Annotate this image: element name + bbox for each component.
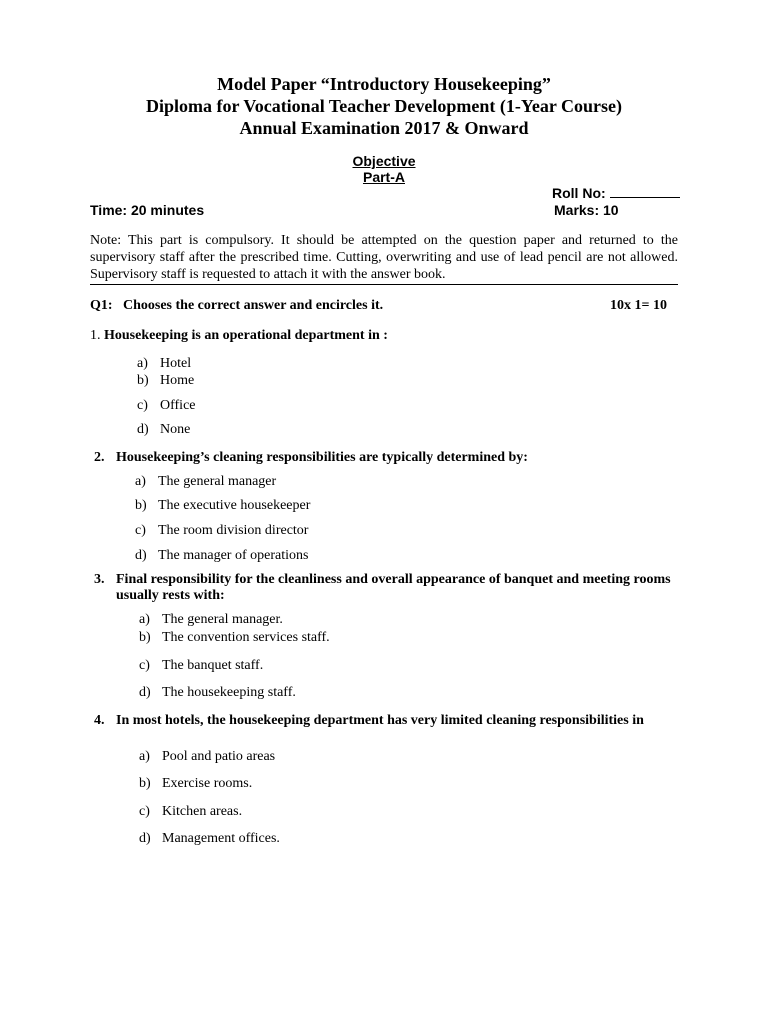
option-text: The general manager. <box>162 612 283 627</box>
option-letter: c) <box>139 804 150 819</box>
option-letter: c) <box>139 658 150 673</box>
question-4-number: 4. <box>94 713 105 728</box>
option-letter: b) <box>139 776 151 791</box>
option-2a[interactable] <box>135 473 276 490</box>
option-letter: a) <box>137 356 148 371</box>
option-text: Kitchen areas. <box>162 804 243 819</box>
q1-instruction: Chooses the correct answer and encircles it. <box>123 298 384 313</box>
roll-number-label: Roll No: <box>552 185 606 201</box>
option-4b[interactable] <box>139 775 252 792</box>
option-text: The convention services staff. <box>162 630 330 645</box>
question-3-text-line-2: usually rests with: <box>116 588 225 603</box>
option-2d[interactable] <box>135 547 308 564</box>
question-text: Housekeeping is an operational department in : <box>104 328 388 343</box>
title-line-2: Diploma for Vocational Teacher Development (1-Year Course) <box>146 96 622 116</box>
option-3d[interactable] <box>139 684 296 701</box>
option-text: Management offices. <box>162 831 280 846</box>
roll-number <box>552 185 680 201</box>
section-part: Part-A <box>362 169 405 185</box>
q1-label: Q1: <box>90 298 113 313</box>
question-number: 1. <box>90 328 101 343</box>
option-text: The housekeeping staff. <box>162 685 296 700</box>
option-letter: c) <box>137 398 148 413</box>
option-letter: b) <box>139 630 151 645</box>
option-text: None <box>160 422 191 437</box>
option-letter: a) <box>139 749 150 764</box>
option-text: The manager of operations <box>158 548 309 563</box>
question-4-text: In most hotels, the housekeeping department has very limited cleaning responsibilities in <box>116 713 644 728</box>
question-2-text: Housekeeping’s cleaning responsibilities are typically determined by: <box>116 450 528 465</box>
question-2-number: 2. <box>94 450 105 465</box>
option-text: The room division director <box>158 523 309 538</box>
option-letter: a) <box>135 474 146 489</box>
option-1a[interactable] <box>137 355 191 372</box>
section-objective: Objective <box>352 153 416 169</box>
question-3-number: 3. <box>94 572 105 587</box>
option-text: The banquet staff. <box>162 658 264 673</box>
option-1d[interactable] <box>137 421 190 438</box>
divider <box>90 284 678 285</box>
title-line-1: Model Paper “Introductory Housekeeping” <box>217 74 551 94</box>
option-3c[interactable] <box>139 657 263 674</box>
option-letter: d) <box>139 685 151 700</box>
option-1c[interactable] <box>137 397 196 414</box>
option-4a[interactable] <box>139 748 275 765</box>
option-1b[interactable] <box>137 372 194 389</box>
option-text: Pool and patio areas <box>162 749 276 764</box>
option-text: Hotel <box>160 356 192 371</box>
option-2b[interactable] <box>135 497 310 514</box>
option-4d[interactable] <box>139 830 280 847</box>
option-letter: d) <box>137 422 149 437</box>
option-3a[interactable] <box>139 611 283 628</box>
total-marks: Marks: 10 <box>554 202 619 218</box>
option-letter: d) <box>139 831 151 846</box>
option-letter: d) <box>135 548 147 563</box>
option-text: Exercise rooms. <box>162 776 253 791</box>
option-2c[interactable] <box>135 522 308 539</box>
option-text: Office <box>160 398 196 413</box>
time-allowed: Time: 20 minutes <box>90 202 205 218</box>
roll-number-blank <box>610 185 680 198</box>
option-letter: b) <box>135 498 147 513</box>
option-text: The general manager <box>158 474 277 489</box>
option-text: The executive housekeeper <box>158 498 311 513</box>
option-4c[interactable] <box>139 803 242 820</box>
title-line-3: Annual Examination 2017 & Onward <box>239 118 529 138</box>
instruction-note: Note: This part is compulsory. It should be attempted on the question paper and returned to the supervisory staff after the prescribed time. Cutting, overwriting and use of lead pencil are not allowed. Supervisory staff is requested to attach it with the answer book. <box>90 233 678 282</box>
option-letter: a) <box>139 612 150 627</box>
q1-marks: 10x 1= 10 <box>610 298 667 313</box>
option-letter: c) <box>135 523 146 538</box>
option-letter: b) <box>137 373 149 388</box>
option-3b[interactable] <box>139 629 330 646</box>
question-1 <box>90 327 388 344</box>
option-text: Home <box>160 373 195 388</box>
question-3-text-line-1: Final responsibility for the cleanliness and overall appearance of banquet and meeting rooms <box>116 572 671 587</box>
